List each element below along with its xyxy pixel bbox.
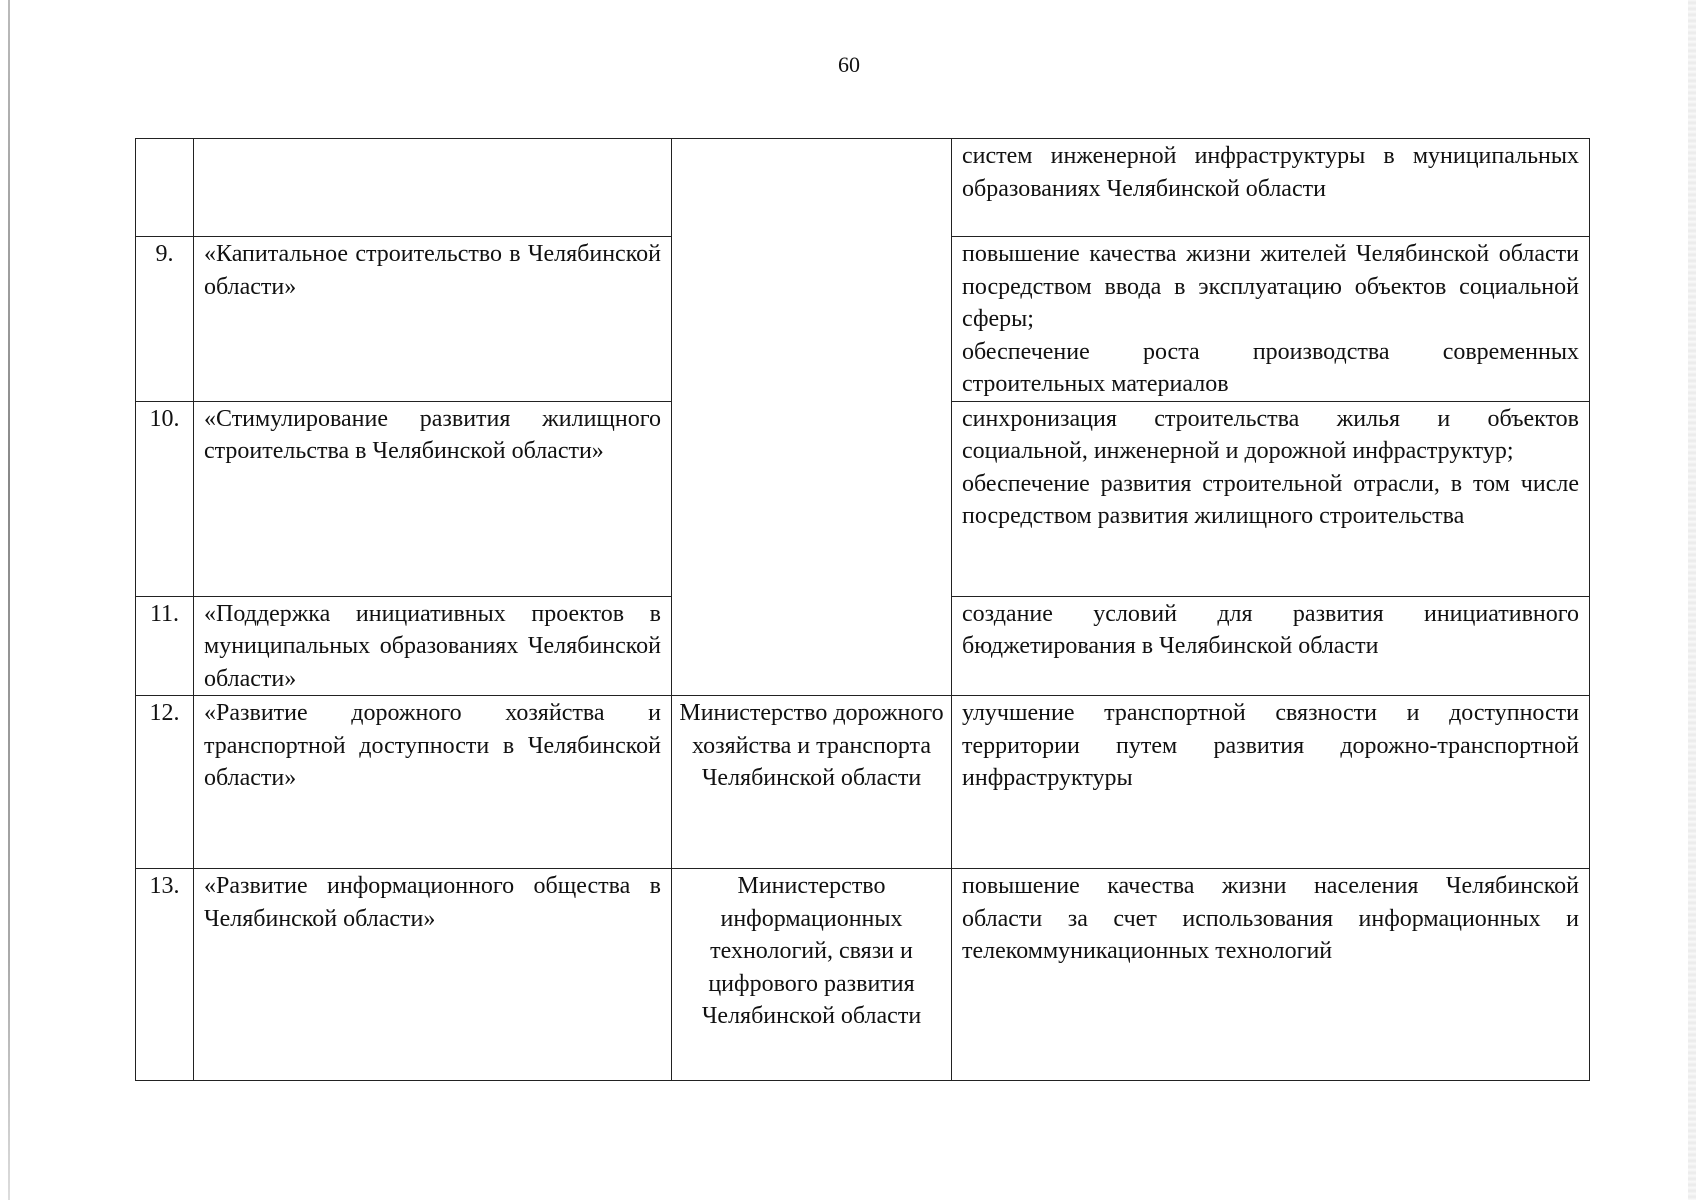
programs-table <box>135 138 1590 1081</box>
table-row <box>136 869 1590 1081</box>
goal-text: повышение качества жизни жителей Челябинской области посредством ввода в эксплуатацию объектов социальной сферы; <box>962 241 1579 332</box>
program-name: «Развитие информационного общества в Челябинской области» <box>194 869 672 1081</box>
goal-text: создание условий для развития инициативного бюджетирования в Челябинской области <box>962 600 1579 659</box>
goal-text: синхронизация строительства жилья и объектов социальной, инженерной и дорожной инфраструктур; <box>962 405 1579 464</box>
scan-edge <box>8 0 10 1200</box>
row-number: 13. <box>136 869 194 1081</box>
goal-text: повышение качества жизни населения Челябинской области за счет использования информационных и телекоммуникационных технологий <box>962 873 1579 964</box>
row-number <box>136 139 194 237</box>
goal-text: улучшение транспортной связности и доступности территории путем развития дорожно-транспортной инфраструктуры <box>962 700 1579 791</box>
program-goals <box>952 237 1590 402</box>
row-number: 10. <box>136 401 194 596</box>
responsible-ministry: Министерство дорожного хозяйства и транспорта Челябинской области <box>672 696 952 869</box>
goal-text: систем инженерной инфраструктуры в муниципальных образованиях Челябинской области <box>962 143 1579 202</box>
program-name: «Стимулирование развития жилищного строительства в Челябинской области» <box>194 401 672 596</box>
program-name: «Капитальное строительство в Челябинской области» <box>194 237 672 402</box>
program-goals <box>952 401 1590 596</box>
program-goals <box>952 596 1590 696</box>
program-name: «Развитие дорожного хозяйства и транспортной доступности в Челябинской области» <box>194 696 672 869</box>
row-number: 11. <box>136 596 194 696</box>
program-goals <box>952 869 1590 1081</box>
row-number: 12. <box>136 696 194 869</box>
program-name <box>194 139 672 237</box>
table-row <box>136 139 1590 237</box>
table-row <box>136 696 1590 869</box>
goal-text: обеспечение роста производства современных строительных материалов <box>962 338 1579 397</box>
responsible-ministry: Министерство информационных технологий, связи и цифрового развития Челябинской области <box>672 869 952 1081</box>
program-goals <box>952 139 1590 237</box>
scan-edge-right <box>1688 0 1696 1200</box>
responsible-ministry-merged <box>672 139 952 696</box>
program-name: «Поддержка инициативных проектов в муниципальных образованиях Челябинской области» <box>194 596 672 696</box>
goal-text: обеспечение развития строительной отрасли, в том числе посредством развития жилищного строительства <box>962 470 1579 529</box>
page-number: 60 <box>838 52 860 77</box>
program-goals <box>952 696 1590 869</box>
row-number: 9. <box>136 237 194 402</box>
